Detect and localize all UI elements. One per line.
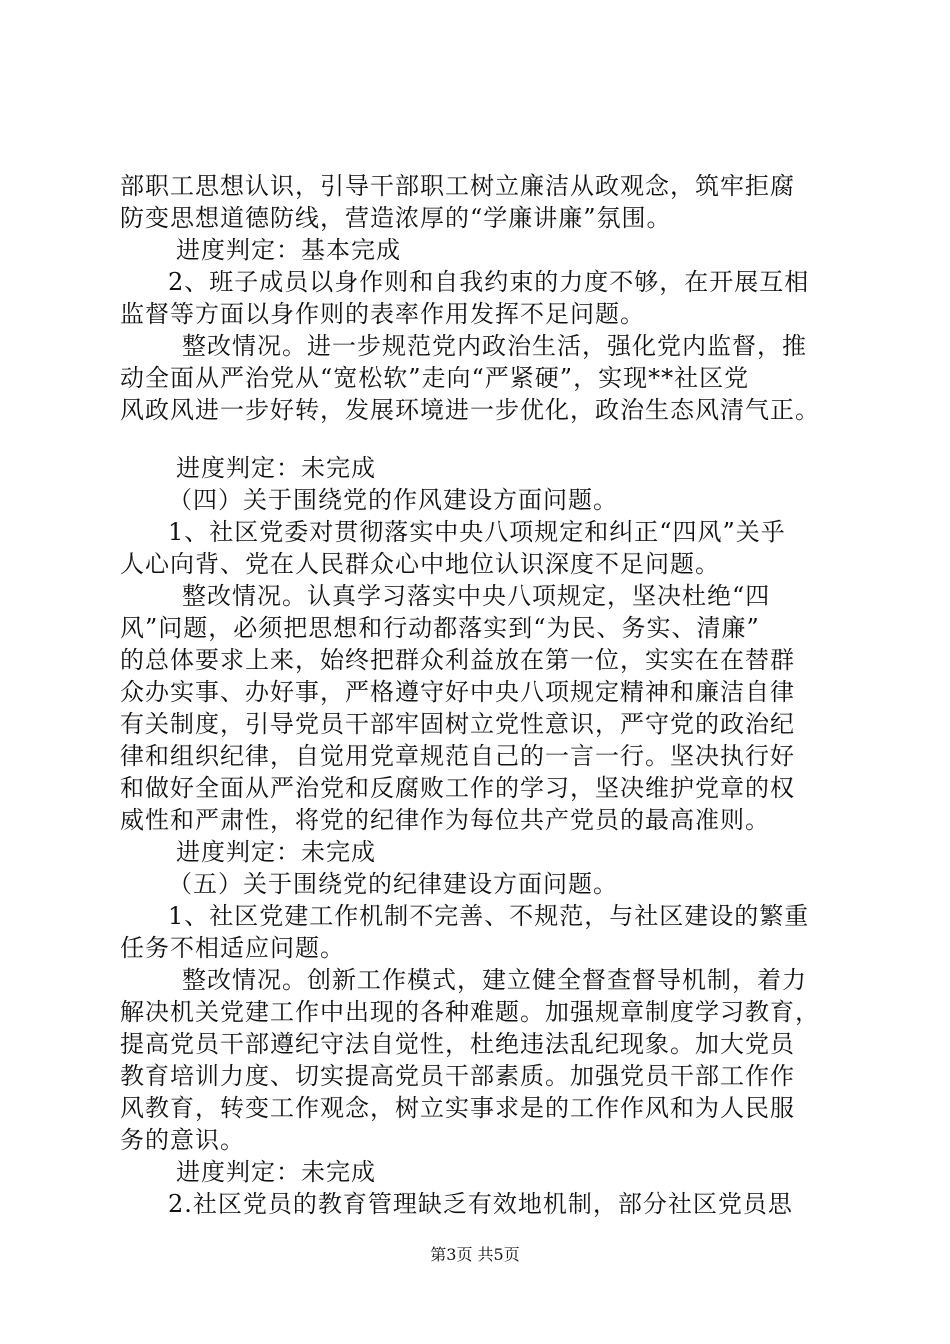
issue-item: 1、社区党建工作机制不完善、不规范，与社区建设的繁重 bbox=[168, 902, 810, 930]
issue-item: 2.社区党员的教育管理缺乏有效地机制，部分社区党员思 bbox=[168, 1190, 793, 1218]
document-body bbox=[120, 170, 840, 1220]
text-line: 部职工思想认识，引导干部职工树立廉洁从政观念，筑牢拒腐 bbox=[120, 172, 795, 200]
text-line: 威性和严肃性，将党的纪律作为每位共产党员的最高准则。 bbox=[120, 806, 770, 834]
text-line: 律和组织纪律，自觉用党章规范自己的一言一行。坚决执行好 bbox=[120, 742, 795, 770]
section-heading: （四）关于围绕党的作风建设方面问题。 bbox=[168, 486, 618, 514]
paragraph-gap bbox=[120, 426, 840, 452]
issue-item: 1、社区党委对贯彻落实中央八项规定和纠正“四风”关乎 bbox=[168, 518, 786, 546]
text-line: 防变思想道德防线，营造浓厚的“学廉讲廉”氛围。 bbox=[120, 204, 672, 232]
rectification-paragraph: 整改情况。认真学习落实中央八项规定，坚决杜绝“四 bbox=[182, 582, 771, 610]
progress-status: 进度判定：未完成 bbox=[176, 454, 376, 482]
progress-status: 进度判定：未完成 bbox=[176, 1158, 376, 1186]
issue-item: 2、班子成员以身作则和自我约束的力度不够，在开展互相 bbox=[168, 268, 810, 296]
text-line: 风教育，转变工作观念，树立实事求是的工作作风和为人民服 bbox=[120, 1094, 795, 1122]
page-number-footer: 第3页 共5页 bbox=[430, 1245, 520, 1264]
text-line: 风政风进一步好转，发展环境进一步优化，政治生态风清气正。 bbox=[120, 396, 820, 424]
text-line: 任务不相适应问题。 bbox=[120, 934, 345, 962]
rectification-paragraph: 整改情况。进一步规范党内政治生活，强化党内监督，推 bbox=[182, 332, 807, 360]
text-line: 和做好全面从严治党和反腐败工作的学习，坚决维护党章的权 bbox=[120, 774, 795, 802]
text-line: 解决机关党建工作中出现的各种难题。加强规章制度学习教育， bbox=[120, 998, 820, 1026]
text-line: 众办实事、办好事，严格遵守好中央八项规定精神和廉洁自律 bbox=[120, 678, 795, 706]
progress-status: 进度判定：基本完成 bbox=[176, 236, 401, 264]
text-line: 提高党员干部遵纪守法自觉性，杜绝违法乱纪现象。加大党员 bbox=[120, 1030, 795, 1058]
text-line: 的总体要求上来，始终把群众利益放在第一位，实实在在替群 bbox=[120, 646, 795, 674]
text-line: 务的意识。 bbox=[120, 1126, 245, 1154]
progress-status: 进度判定：未完成 bbox=[176, 838, 376, 866]
rectification-paragraph: 整改情况。创新工作模式，建立健全督查督导机制，着力 bbox=[182, 966, 807, 994]
text-line: 风”问题，必须把思想和行动都落实到“为民、务实、清廉” bbox=[120, 614, 760, 642]
section-heading: （五）关于围绕党的纪律建设方面问题。 bbox=[168, 870, 618, 898]
text-line: 动全面从严治党从“宽松软”走向“严紧硬”，实现**社区党 bbox=[120, 364, 750, 392]
text-line: 有关制度，引导党员干部牢固树立党性意识，严守党的政治纪 bbox=[120, 710, 795, 738]
text-line: 监督等方面以身作则的表率作用发挥不足问题。 bbox=[120, 300, 645, 328]
text-line: 人心向背、党在人民群众心中地位认识深度不足问题。 bbox=[120, 550, 720, 578]
text-line: 教育培训力度、切实提高党员干部素质。加强党员干部工作作 bbox=[120, 1062, 795, 1090]
